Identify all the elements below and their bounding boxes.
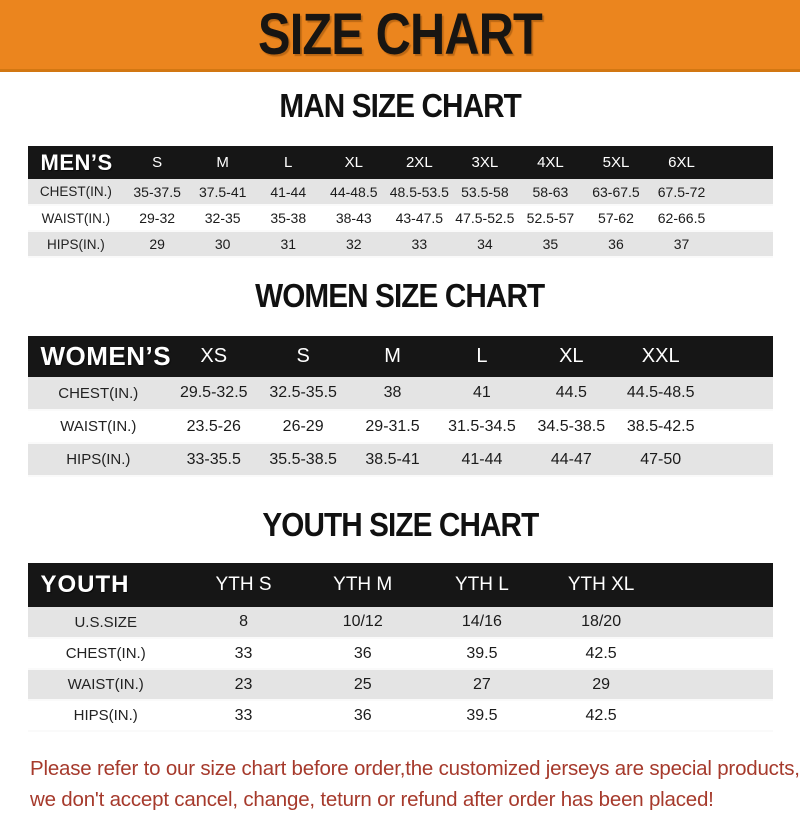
section-men — [0, 87, 800, 258]
spacer-cell — [661, 563, 773, 607]
measurement-value: 43-47.5 — [395, 210, 444, 226]
measurement-value: 41-44 — [461, 450, 503, 468]
spacer-cell — [714, 179, 772, 205]
measurement-value: 35-38 — [270, 210, 307, 226]
size-column-header: YTH L — [422, 563, 541, 607]
size-column-header: 2XL — [387, 146, 453, 179]
table-corner-label: WOMEN’S — [28, 336, 170, 377]
measurement-value: 38 — [383, 384, 402, 401]
measurement-row — [28, 638, 773, 669]
measurement-value: 31 — [280, 236, 297, 252]
measurement-value: 23 — [234, 675, 253, 693]
measurement-value: 33 — [234, 644, 253, 662]
measurement-value: 26-29 — [282, 417, 324, 435]
size-column-header: XL — [321, 146, 387, 179]
measurement-value: 31.5-34.5 — [448, 417, 516, 435]
measurement-value: 67.5-72 — [657, 183, 706, 200]
measurement-row-label: HIPS(IN.) — [47, 236, 105, 252]
spacer-cell — [661, 638, 773, 669]
women-section-heading-text: WOMEN SIZE CHART — [255, 277, 545, 314]
size-column-header: 4XL — [518, 146, 584, 179]
footer-disclaimer-line2: we don't accept cancel, change, teturn or refund after order has been placed! — [30, 788, 714, 811]
measurement-row-label: WAIST(IN.) — [60, 418, 137, 435]
measurement-value: 29.5-32.5 — [179, 384, 248, 401]
measurement-value: 37 — [673, 236, 690, 252]
measurement-value: 44-48.5 — [330, 183, 378, 200]
size-column-header: L — [255, 146, 321, 179]
measurement-value: 42.5 — [585, 706, 617, 724]
measurement-value: 10/12 — [342, 613, 383, 630]
men-section-heading-text: MAN SIZE CHART — [279, 87, 521, 124]
section-youth — [0, 506, 800, 732]
size-column-header: L — [437, 336, 526, 377]
size-column-header: 5XL — [583, 146, 649, 179]
measurement-value: 38.5-42.5 — [626, 417, 695, 435]
measurement-value: 36 — [353, 706, 372, 724]
measurement-value: 36 — [353, 644, 372, 662]
measurement-value: 42.5 — [585, 644, 617, 662]
size-column-header: XS — [169, 336, 258, 377]
measurement-value: 27 — [473, 675, 491, 693]
size-column-header: 3XL — [452, 146, 518, 179]
measurement-value: 41 — [473, 384, 491, 401]
measurement-value: 34.5-38.5 — [537, 417, 606, 435]
measurement-value: 29 — [149, 236, 165, 252]
measurement-row — [28, 410, 773, 443]
measurement-value: 35-37.5 — [133, 183, 181, 200]
size-header-row — [28, 336, 773, 377]
measurement-row — [28, 607, 773, 638]
measurement-value: 29-32 — [139, 210, 176, 226]
measurement-value: 29 — [592, 675, 610, 693]
youth-size-table — [28, 563, 773, 732]
spacer-cell — [705, 377, 772, 410]
measurement-value: 48.5-53.5 — [389, 183, 449, 200]
measurement-value: 39.5 — [466, 706, 498, 724]
measurement-value: 52.5-57 — [526, 210, 575, 226]
size-column-header: M — [190, 146, 256, 179]
measurement-value: 32-35 — [204, 210, 241, 226]
table-corner-label: MEN’S — [28, 146, 125, 179]
measurement-row-label: WAIST(IN.) — [67, 676, 144, 693]
measurement-value: 34 — [477, 236, 493, 252]
measurement-row-label: HIPS(IN.) — [66, 451, 131, 468]
measurement-value: 33-35.5 — [186, 450, 241, 468]
measurement-row — [28, 231, 773, 257]
measurement-row-label: CHEST(IN.) — [58, 384, 139, 402]
measurement-value: 62-66.5 — [657, 210, 706, 226]
measurement-value: 63-67.5 — [592, 183, 640, 200]
measurement-value: 8 — [239, 613, 248, 630]
measurement-row — [28, 205, 773, 231]
measurement-value: 38-43 — [335, 210, 372, 226]
youth-section-heading-text: YOUTH SIZE CHART — [261, 506, 538, 543]
measurement-value: 47.5-52.5 — [455, 210, 515, 226]
size-header-row — [28, 563, 773, 607]
measurement-row-label: U.S.SIZE — [74, 613, 137, 631]
measurement-value: 39.5 — [466, 644, 498, 662]
measurement-value: 32 — [345, 236, 362, 252]
spacer-cell — [661, 669, 773, 700]
measurement-value: 47-50 — [640, 450, 682, 468]
measurement-value: 38.5-41 — [365, 450, 420, 468]
spacer-cell — [705, 410, 772, 443]
size-header-row — [28, 146, 773, 179]
size-column-header: YTH S — [184, 563, 303, 607]
spacer-cell — [714, 205, 772, 231]
measurement-value: 33 — [234, 706, 253, 724]
measurement-value: 18/20 — [581, 613, 622, 630]
measurement-row — [28, 179, 773, 205]
footer-disclaimer-line1: Please refer to our size chart before order,the customized jerseys are special products, — [30, 757, 800, 780]
measurement-value: 14/16 — [461, 613, 502, 630]
measurement-value: 58-63 — [532, 183, 569, 200]
youth-section-heading — [0, 506, 800, 544]
measurement-value: 35 — [542, 236, 559, 252]
measurement-value: 29-31.5 — [365, 417, 420, 435]
spacer-cell — [705, 443, 772, 476]
footer-disclaimer — [30, 753, 800, 815]
measurement-value: 44-47 — [550, 450, 592, 468]
size-column-header: S — [258, 336, 347, 377]
measurement-value: 44.5-48.5 — [626, 384, 695, 401]
banner-title: SIZE CHART — [258, 2, 542, 67]
women-section-heading — [0, 277, 800, 315]
measurement-value: 30 — [214, 236, 231, 252]
measurement-row-label: CHEST(IN.) — [65, 645, 146, 662]
size-column-header: M — [348, 336, 437, 377]
size-column-header: YTH M — [303, 563, 422, 607]
measurement-row — [28, 669, 773, 700]
measurement-row-label: CHEST(IN.) — [39, 184, 112, 199]
size-chart-banner — [0, 0, 800, 72]
table-corner-label: YOUTH — [28, 563, 184, 607]
section-women — [0, 277, 800, 477]
measurement-value: 57-62 — [598, 210, 634, 226]
women-size-table — [28, 336, 773, 477]
measurement-value: 23.5-26 — [186, 417, 241, 435]
spacer-cell — [705, 336, 772, 377]
size-column-header: XL — [527, 336, 616, 377]
spacer-cell — [714, 146, 772, 179]
measurement-value: 41-44 — [270, 183, 307, 200]
measurement-value: 32.5-35.5 — [269, 384, 337, 401]
measurement-value: 44.5 — [555, 384, 587, 401]
measurement-value: 35.5-38.5 — [269, 450, 337, 468]
measurement-value: 53.5-58 — [461, 183, 509, 200]
measurement-value: 33 — [411, 236, 428, 252]
measurement-value: 36 — [608, 236, 624, 252]
men-section-heading — [0, 87, 800, 125]
measurement-row-label: HIPS(IN.) — [73, 707, 138, 724]
measurement-row — [28, 377, 773, 410]
size-column-header: 6XL — [649, 146, 715, 179]
measurement-row-label: WAIST(IN.) — [41, 210, 111, 226]
spacer-cell — [661, 700, 773, 731]
measurement-row — [28, 443, 773, 476]
spacer-cell — [661, 607, 773, 638]
size-column-header: XXL — [616, 336, 705, 377]
spacer-cell — [714, 231, 772, 257]
measurement-row — [28, 700, 773, 731]
size-column-header: YTH XL — [542, 563, 661, 607]
measurement-value: 25 — [353, 675, 372, 693]
size-column-header: S — [124, 146, 190, 179]
measurement-value: 37.5-41 — [198, 183, 247, 200]
men-size-table — [28, 146, 773, 258]
